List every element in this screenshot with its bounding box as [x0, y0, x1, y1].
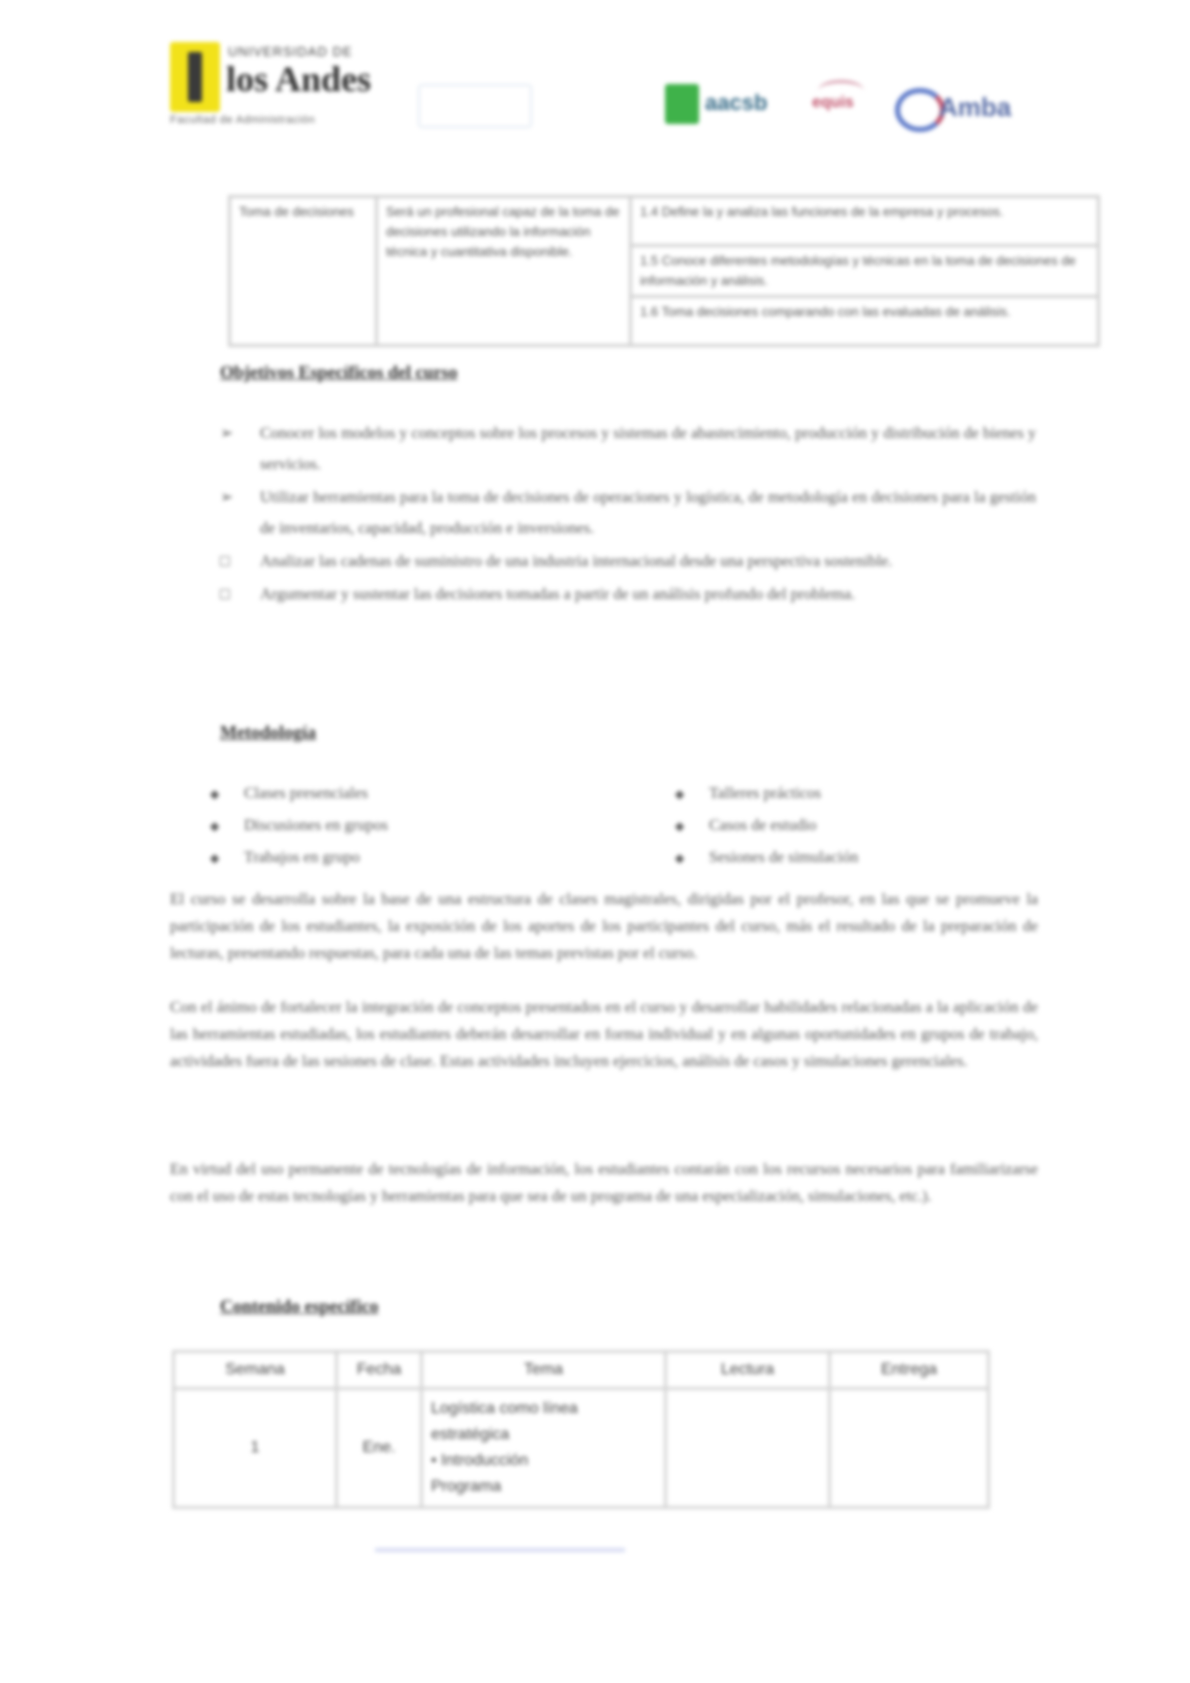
- objectives-heading: Objetivos Específicos del curso: [220, 362, 458, 382]
- objective-item: [218, 579, 1036, 610]
- methodology-text: Sesiones de simulación: [709, 849, 859, 866]
- amba-logo-text: Amba: [939, 92, 1012, 122]
- schedule-heading: Contenido específico: [220, 1296, 379, 1316]
- column-header: Fecha: [337, 1352, 422, 1389]
- diamond-bullet-icon: ◆: [210, 851, 220, 865]
- week-cell: 1: [174, 1389, 337, 1508]
- objectives-list: [218, 418, 1036, 612]
- bullet-box-icon: □: [220, 586, 230, 603]
- methodology-paragraph: Con el ánimo de fortalecer la integración de conceptos presentados en el curso y desarrollar habilidades relacionadas a la aplicación de las herramientas estudiadas, los estudiantes deberán desarrollar en forma individual y en algunas oportunidades en grupos de trabajo, actividades fuera de las sesiones de clase. Estas actividades incluyen ejercicios, análisis de casos y simulaciones gerenciales.: [170, 999, 1038, 1070]
- aacsb-mark-icon: [665, 84, 699, 124]
- methodology-text: Casos de estudio: [709, 817, 817, 834]
- university-logo-line1: UNIVERSIDAD DE: [228, 44, 353, 59]
- faint-partner-logo: [418, 84, 532, 128]
- methodology-item: [210, 778, 388, 810]
- objective-item: [218, 418, 1036, 480]
- methodology-list-left: [210, 778, 388, 874]
- methodology-text: Discusiones en grupos: [244, 817, 388, 834]
- objective-text: Argumentar y sustentar las decisiones tomadas a partir de un análisis profundo del problema.: [260, 586, 856, 603]
- table-row: [174, 1389, 989, 1508]
- methodology-paragraph: En virtud del uso permanente de tecnologías de información, los estudiantes contarán con los recursos necesarios para familiarizarse con el uso de estas tecnologías y herramientas para que sea de un programa de una especialización, simulaciones, etc.).: [170, 1161, 1038, 1205]
- topic-line: Logística como línea estratégica: [431, 1400, 578, 1443]
- university-logo-line3: Facultad de Administración: [170, 114, 316, 126]
- equis-logo: [808, 80, 878, 128]
- competency-description: Será un profesional capaz de la toma de decisiones utilizando la información técnica y cuantitativa disponible.: [377, 197, 631, 346]
- methodology-text: Talleres prácticos: [709, 785, 822, 802]
- methodology-item: [675, 842, 858, 874]
- competency-outcome: 1.4 Define la y analiza las funciones de la empresa y procesos.: [631, 197, 1099, 246]
- methodology-list-right: [675, 778, 858, 874]
- methodology-paragraph: El curso se desarrolla sobre la base de una estructura de clases magistrales, dirigidas por el profesor, en las que se promueve la participación de los estudiantes, la exposición de los aportes de los participantes del curso, más el resultado de la preparación de lecturas, presentando respuestas, para cada una de las temas previstas por el curso.: [170, 891, 1038, 962]
- date-cell: Ene.: [337, 1389, 422, 1508]
- diamond-bullet-icon: ◆: [675, 851, 685, 865]
- column-header: Semana: [174, 1352, 337, 1389]
- methodology-item: [210, 842, 388, 874]
- schedule-header-row: [174, 1352, 989, 1389]
- schedule-table: [172, 1350, 990, 1509]
- delivery-cell: [830, 1389, 989, 1508]
- competency-name: Toma de decisiones: [230, 197, 377, 346]
- topic-line: • Introducción: [431, 1452, 529, 1469]
- objective-text: Utilizar herramientas para la toma de decisiones de operaciones y logística, de metodología en decisiones para la gestión de inventarios, capacidad, producción e inversiones.: [260, 489, 1036, 537]
- university-logo: [170, 42, 385, 128]
- diamond-bullet-icon: ◆: [675, 819, 685, 833]
- competencies-table: [228, 195, 1100, 347]
- methodology-heading: Metodología: [220, 722, 316, 742]
- competency-outcome: 1.6 Toma decisiones comparando con las evaluadas de análisis.: [631, 297, 1099, 346]
- university-logo-line2: los Andes: [226, 59, 372, 99]
- methodology-item: [675, 810, 858, 842]
- bullet-arrow-icon: ➢: [220, 425, 234, 442]
- amba-logo: [895, 82, 1030, 132]
- objective-text: Analizar las cadenas de suministro de una industria internacional desde una perspectiva sostenible.: [260, 553, 893, 570]
- university-shield-icon: [170, 42, 220, 112]
- column-header: Entrega: [830, 1352, 989, 1389]
- footer-link[interactable]: [375, 1548, 625, 1552]
- amba-swirl-icon: [895, 88, 945, 132]
- column-header: Tema: [422, 1352, 666, 1389]
- objective-item: [218, 546, 1036, 577]
- reading-cell: [666, 1389, 830, 1508]
- column-header: Lectura: [666, 1352, 830, 1389]
- topic-line: Programa: [431, 1478, 502, 1495]
- diamond-bullet-icon: ◆: [210, 787, 220, 801]
- diamond-bullet-icon: ◆: [210, 819, 220, 833]
- bullet-box-icon: □: [220, 553, 230, 570]
- objective-text: Conocer los modelos y conceptos sobre los procesos y sistemas de abastecimiento, producción y distribución de bienes y servicios.: [260, 425, 1036, 473]
- objective-item: [218, 482, 1036, 544]
- topic-cell: [422, 1389, 666, 1508]
- bullet-arrow-icon: ➢: [220, 489, 234, 506]
- aacsb-logo: [665, 80, 785, 130]
- competency-outcome: 1.5 Conoce diferentes metodologías y técnicas en la toma de decisiones de información y análisis.: [631, 246, 1099, 297]
- equis-logo-text: equis: [812, 94, 854, 111]
- methodology-text: Clases presenciales: [244, 785, 368, 802]
- aacsb-logo-text: aacsb: [705, 90, 768, 115]
- methodology-item: [675, 778, 858, 810]
- diamond-bullet-icon: ◆: [675, 787, 685, 801]
- methodology-item: [210, 810, 388, 842]
- methodology-text: Trabajos en grupo: [244, 849, 360, 866]
